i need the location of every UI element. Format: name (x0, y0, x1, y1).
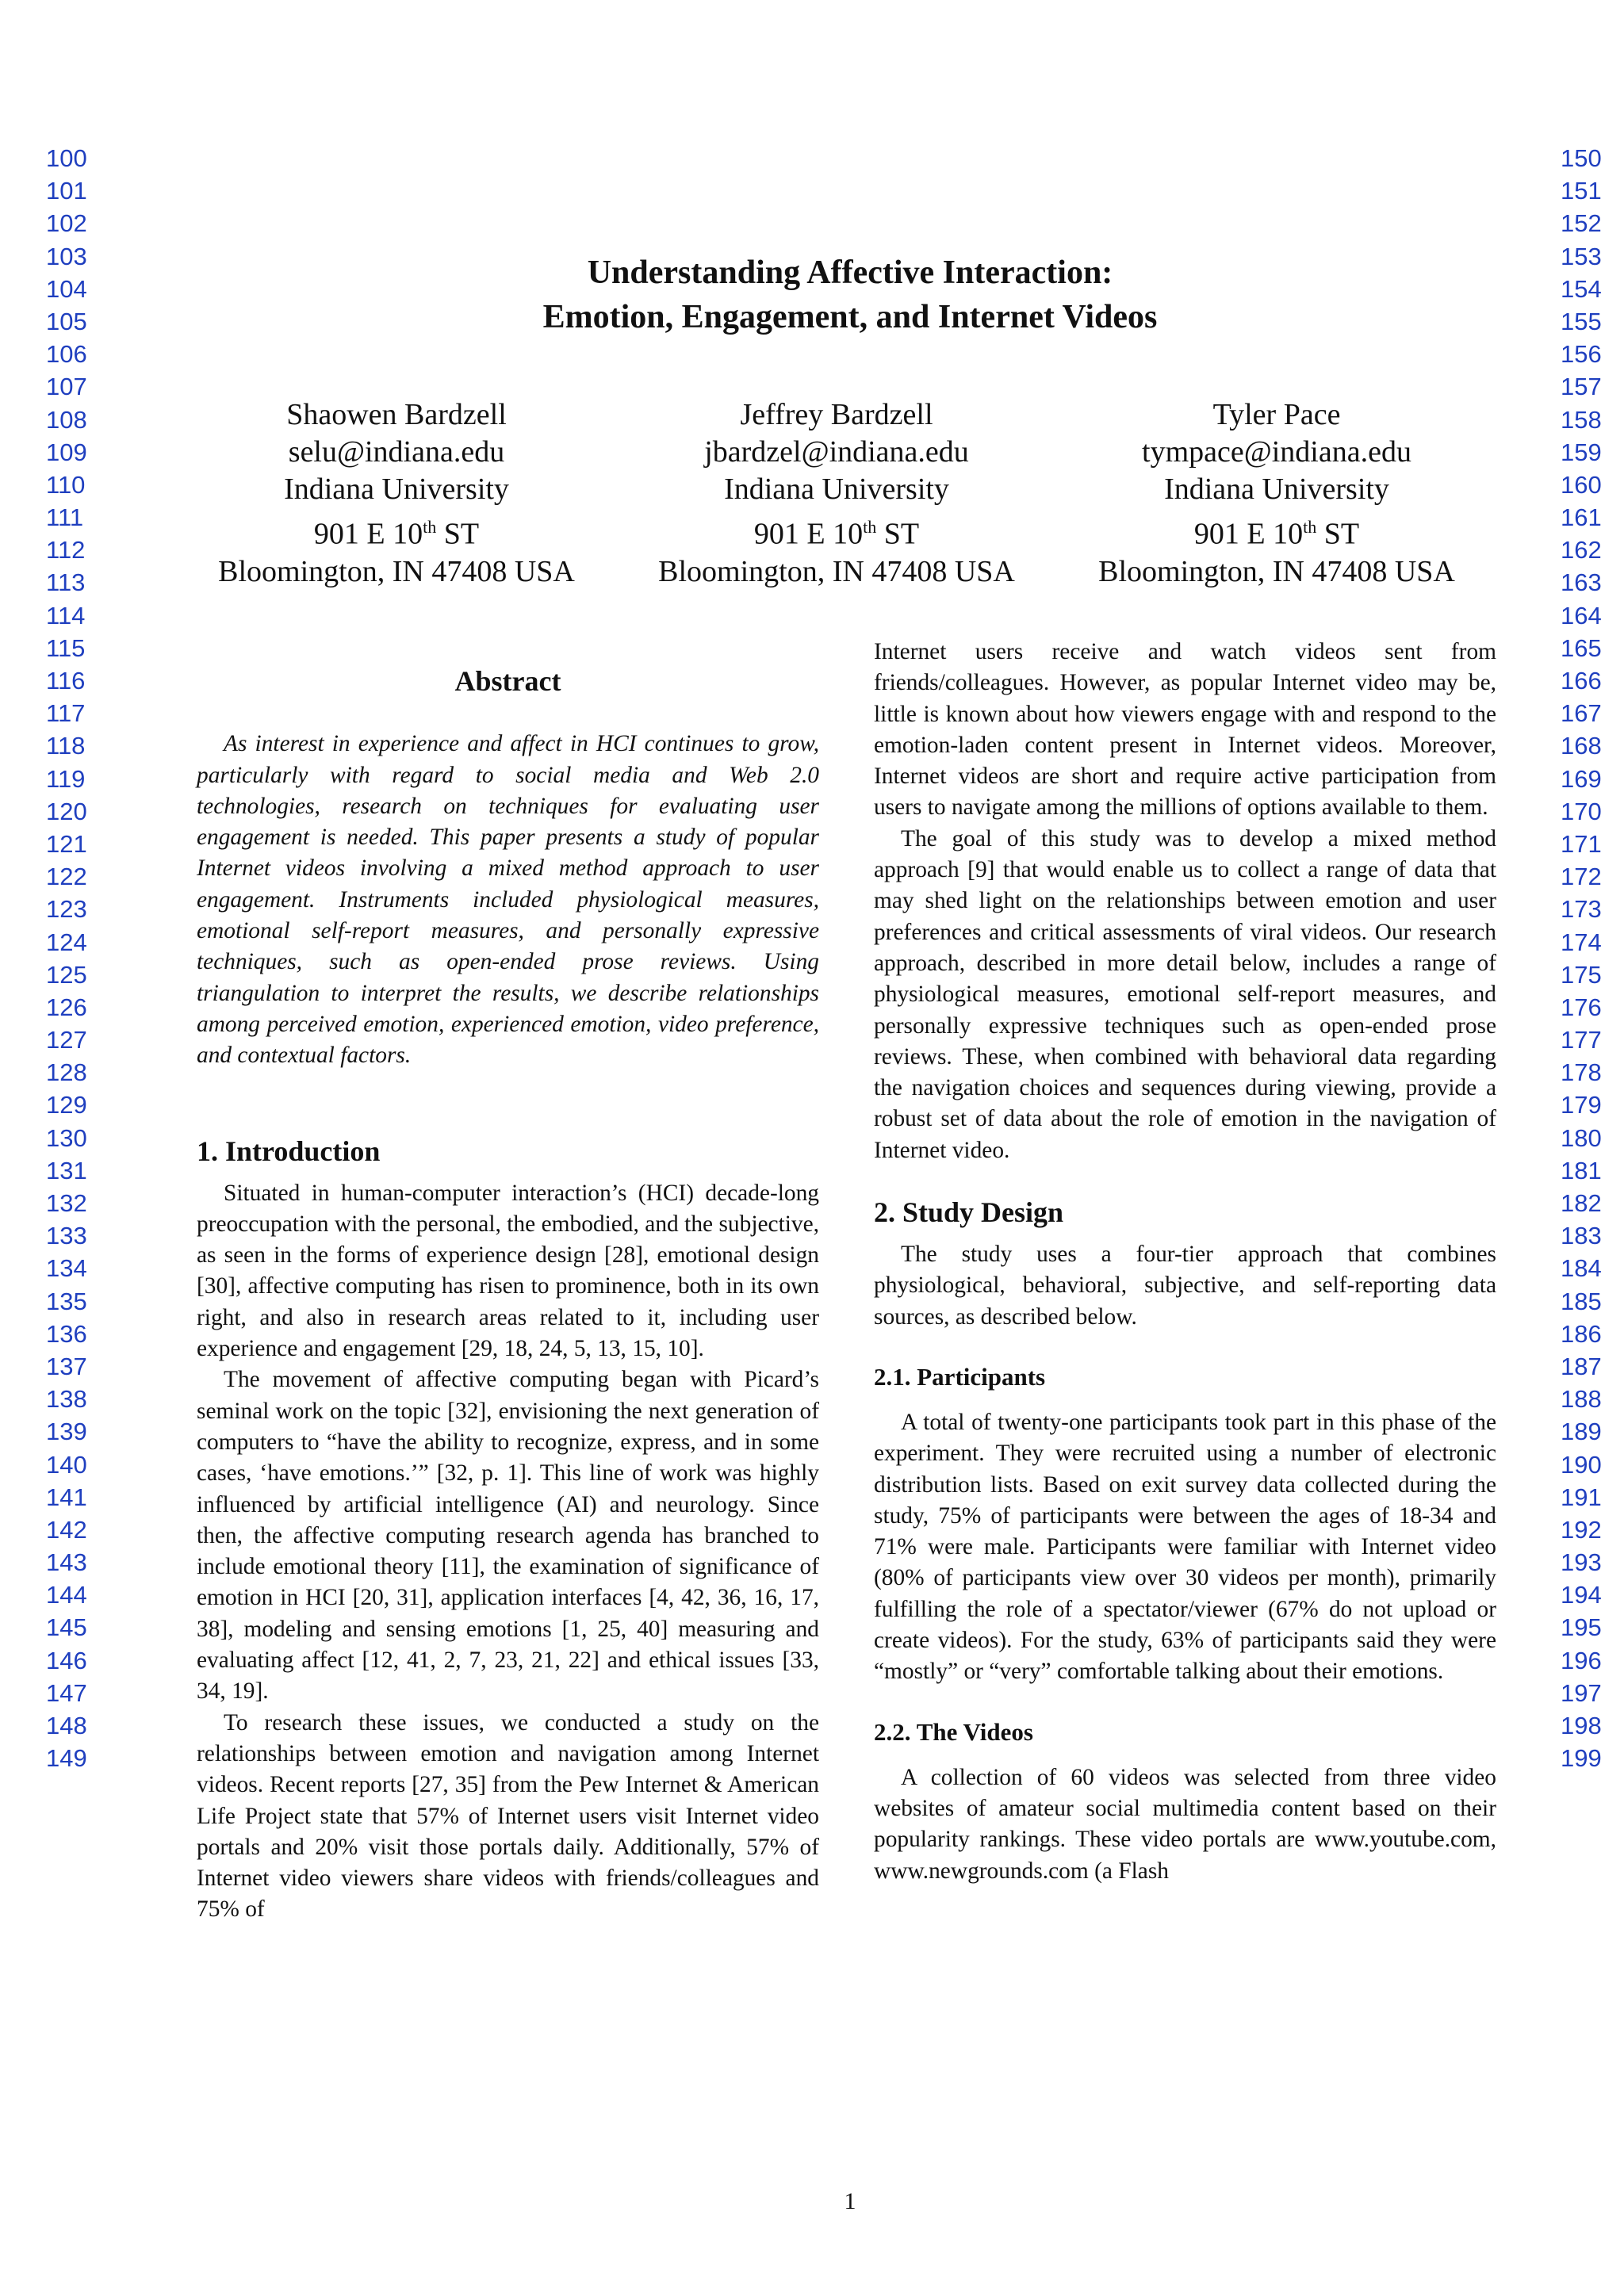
right-column (874, 637, 1496, 1887)
study-design-heading: 2. Study Design (874, 1196, 1064, 1229)
author-block (182, 396, 1491, 591)
line-number: 180 (1561, 1123, 1602, 1152)
line-number: 169 (1561, 764, 1602, 793)
line-number: 170 (1561, 797, 1602, 825)
abstract-text: As interest in experience and affect in HCI continues to grow, particularly with regard to social media and Web 2.0 technologies, research on techniques for evaluating user engagement is needed. This paper presents a study of popular Internet videos involving a mixed method approach to user engagement. Instruments included physiological measures, emotional self-report measures, and personally expressive techniques, such as open-ended prose reviews. Using triangulation to interpret the results, we describe relationships among perceived emotion, experienced emotion, video preference, and contextual factors. (197, 731, 819, 1069)
line-number: 121 (46, 829, 87, 858)
title-line-1: Understanding Affective Interaction: (587, 254, 1113, 291)
line-number: 157 (1561, 373, 1602, 401)
line-number: 122 (46, 863, 87, 891)
line-number: 119 (46, 764, 86, 793)
line-number: 126 (46, 993, 87, 1021)
line-number: 101 (46, 177, 87, 205)
line-number: 187 (1561, 1352, 1602, 1380)
line-number: 161 (1561, 503, 1602, 532)
line-number: 139 (46, 1418, 87, 1446)
line-number: 104 (46, 274, 87, 303)
author-name: Shaowen Bardzell (286, 398, 507, 431)
intro-paragraph-2: The movement of affective computing began with Picard’s seminal work on the topic [32], envisioning the next generation of computers to “have the ability to recognize, express, and in some cases, ‘have emotions.’” [32, p. 1]. This line of work was highly influenced by artificial intelligence (AI) and neurology. Since then, the affective computing research agenda has branched to include emotional theory [11], the examination of significance of emotion in HCI [20, 31], application interfaces [4, 42, 36, 16, 17, 38], modeling and sensing emotions [1, 25, 40] measuring and evaluating affect [12, 41, 2, 7, 23, 21, 22] and ethical issues [33, 34, 19]. (197, 1367, 819, 1705)
line-number: 143 (46, 1548, 87, 1577)
line-number: 136 (46, 1319, 87, 1348)
author-street: 901 E 10th ST (313, 517, 480, 551)
videos-paragraph: A collection of 60 videos was selected from three video websites of amateur social multimedia content based on their popularity rankings. These video portals are www.youtube.com, www.newgrounds.com (a Flash (874, 1764, 1496, 1884)
line-number: 177 (1561, 1026, 1602, 1054)
author-city: Bloomington, IN 47408 USA (658, 554, 1015, 588)
line-number: 115 (46, 633, 86, 662)
line-number: 114 (46, 601, 86, 629)
line-number: 196 (1561, 1646, 1602, 1674)
author-street: 901 E 10th ST (1193, 517, 1360, 551)
line-number: 127 (46, 1026, 87, 1054)
line-number: 160 (1561, 470, 1602, 499)
line-number: 131 (46, 1156, 87, 1184)
author-street: 901 E 10th ST (753, 517, 920, 551)
line-number: 142 (46, 1515, 87, 1544)
line-number: 193 (1561, 1548, 1602, 1577)
line-number: 116 (46, 667, 86, 695)
line-number: 155 (1561, 307, 1602, 335)
page-number: 1 (844, 2188, 856, 2214)
author-email: jbardzel@indiana.edu (704, 435, 969, 469)
line-number: 174 (1561, 928, 1602, 956)
line-number: 130 (46, 1123, 87, 1152)
videos-heading: 2.2. The Videos (874, 1717, 1033, 1746)
author-affiliation: Indiana University (1164, 473, 1389, 506)
abstract-heading: Abstract (454, 665, 561, 697)
left-column (197, 666, 819, 1926)
line-number: 140 (46, 1450, 87, 1479)
line-number: 199 (1561, 1744, 1602, 1773)
line-number: 107 (46, 373, 87, 401)
line-number: 195 (1561, 1613, 1602, 1642)
line-number: 163 (1561, 568, 1602, 597)
author-name: Tyler Pace (1212, 398, 1341, 431)
line-number: 110 (46, 470, 86, 499)
line-number: 100 (46, 144, 87, 172)
line-number: 173 (1561, 895, 1602, 924)
line-number: 150 (1561, 144, 1602, 172)
title-line-2: Emotion, Engagement, and Internet Videos (542, 299, 1158, 335)
author-name: Jeffrey Bardzell (740, 398, 933, 431)
line-number: 189 (1561, 1418, 1602, 1446)
line-number: 198 (1561, 1712, 1602, 1739)
line-number: 123 (46, 895, 87, 924)
line-number: 186 (1561, 1319, 1602, 1348)
participants-heading: 2.1. Participants (874, 1362, 1046, 1391)
line-number: 184 (1561, 1254, 1602, 1283)
line-number: 137 (46, 1352, 87, 1380)
line-number: 133 (46, 1222, 87, 1250)
line-number: 105 (46, 307, 87, 335)
line-number: 192 (1561, 1515, 1602, 1544)
line-number: 117 (46, 699, 86, 728)
author-3 (1063, 396, 1491, 591)
line-number: 106 (46, 340, 87, 369)
intro-paragraph-4: The goal of this study was to develop a mixed method approach [9] that would enable us to collect a range of data that may shed light on the relationships between emotion and user preferences and critical assessments of viral videos. Our research approach, described in more detail below, includes a range of physiological measures, emotional self-report measures, and personally expressive techniques such as open-ended prose reviews. These, when combined with behavioral data regarding the navigation choices and sequences during viewing, provide a robust set of data about the role of emotion in the navigation of Internet video. (874, 825, 1496, 1163)
line-number: 185 (1561, 1287, 1602, 1315)
author-email: tympace@indiana.edu (1142, 435, 1411, 469)
line-number: 176 (1561, 993, 1602, 1021)
line-number: 166 (1561, 667, 1602, 695)
line-number: 159 (1561, 438, 1602, 466)
line-number: 108 (46, 405, 87, 434)
line-number: 146 (46, 1646, 87, 1674)
line-number: 118 (46, 732, 86, 760)
line-number: 148 (46, 1712, 87, 1739)
line-number: 191 (1561, 1483, 1602, 1511)
author-city: Bloomington, IN 47408 USA (218, 554, 575, 588)
line-number: 151 (1561, 177, 1602, 205)
line-number: 128 (46, 1058, 87, 1087)
line-number: 152 (1561, 209, 1602, 238)
line-number: 129 (46, 1091, 87, 1119)
line-number: 141 (46, 1483, 87, 1511)
line-number: 125 (46, 960, 87, 989)
author-1 (182, 396, 611, 591)
line-number: 179 (1561, 1091, 1602, 1119)
line-number: 162 (1561, 536, 1602, 564)
line-number: 154 (1561, 274, 1602, 303)
line-number: 181 (1561, 1156, 1602, 1184)
line-number: 145 (46, 1613, 87, 1642)
line-number: 168 (1561, 732, 1602, 760)
author-affiliation: Indiana University (724, 473, 949, 506)
line-numbers-right (1561, 142, 1624, 1774)
line-number: 124 (46, 928, 87, 956)
intro-paragraph-3-continued: Internet users receive and watch videos sent from friends/colleagues. However, as popular Internet video may be, little is known about how viewers engage with and respond to the emotion-laden content present in Internet videos. Moreover, Internet videos are short and require active participation from users to navigate among the millions of options available to them. (874, 639, 1496, 821)
line-number: 144 (46, 1581, 87, 1609)
line-number: 103 (46, 242, 87, 270)
line-number: 147 (46, 1678, 87, 1707)
line-number: 156 (1561, 340, 1602, 369)
line-number: 165 (1561, 633, 1602, 662)
line-number: 190 (1561, 1450, 1602, 1479)
line-number: 132 (46, 1189, 87, 1217)
line-number: 188 (1561, 1385, 1602, 1414)
line-number: 164 (1561, 601, 1602, 629)
line-number: 158 (1561, 405, 1602, 434)
line-number: 171 (1561, 829, 1602, 858)
line-number: 138 (46, 1385, 87, 1414)
paper-title (0, 251, 1624, 339)
line-number: 113 (46, 568, 86, 597)
author-city: Bloomington, IN 47408 USA (1098, 554, 1455, 588)
line-number: 194 (1561, 1581, 1602, 1609)
line-number: 112 (46, 536, 86, 564)
line-number: 149 (46, 1744, 87, 1773)
author-2 (622, 396, 1051, 591)
author-email: selu@indiana.edu (288, 435, 505, 469)
introduction-heading: 1. Introduction (197, 1135, 381, 1167)
line-number: 153 (1561, 242, 1602, 270)
line-number: 111 (46, 503, 84, 532)
line-number: 134 (46, 1254, 87, 1283)
intro-paragraph-3: To research these issues, we conducted a study on the relationships between emotion and navigation among Internet videos. Recent reports [27, 35] from the Pew Internet & American Life Project state that 57% of Internet users visit Internet video portals and 20% visit those portals daily. Additionally, 57% of Internet video viewers share videos with friends/colleagues and 75% of (197, 1709, 819, 1923)
line-number: 183 (1561, 1222, 1602, 1250)
participants-paragraph: A total of twenty-one participants took part in this phase of the experiment. They were recruited using a number of electronic distribution lists. Based on exit survey data collected during the study, 75% of participants were between the ages of 18-34 and 71% were male. Participants were familiar with Internet video (80% of participants view over 30 videos per month), primarily fulfilling the role of a spectator/viewer (67% do not upload or create videos). For the study, 63% of participants said they were “mostly” or “very” comfortable talking about their emotions. (874, 1409, 1496, 1685)
line-number: 135 (46, 1287, 87, 1315)
line-number: 172 (1561, 863, 1602, 891)
line-number: 109 (46, 438, 87, 466)
line-number: 120 (46, 797, 87, 825)
author-affiliation: Indiana University (284, 473, 509, 506)
line-number: 167 (1561, 699, 1602, 728)
line-numbers-left (46, 142, 109, 1774)
line-number: 102 (46, 209, 87, 238)
line-number: 197 (1561, 1678, 1602, 1707)
intro-paragraph-1: Situated in human-computer interaction’s (HCI) decade-long preoccupation with the personal, the embodied, and the subjective, as seen in the forms of experience design [28], emotional design [30], affective computing has risen to prominence, both in its own right, and also in research areas related to it, including user experience and engagement [29, 18, 24, 5, 13, 15, 10]. (197, 1180, 819, 1362)
line-number: 178 (1561, 1058, 1602, 1087)
line-number: 175 (1561, 960, 1602, 989)
study-design-paragraph: The study uses a four-tier approach that combines physiological, behavioral, subjective, and self-reporting data sources, as described below. (874, 1242, 1496, 1330)
line-number: 182 (1561, 1189, 1602, 1217)
